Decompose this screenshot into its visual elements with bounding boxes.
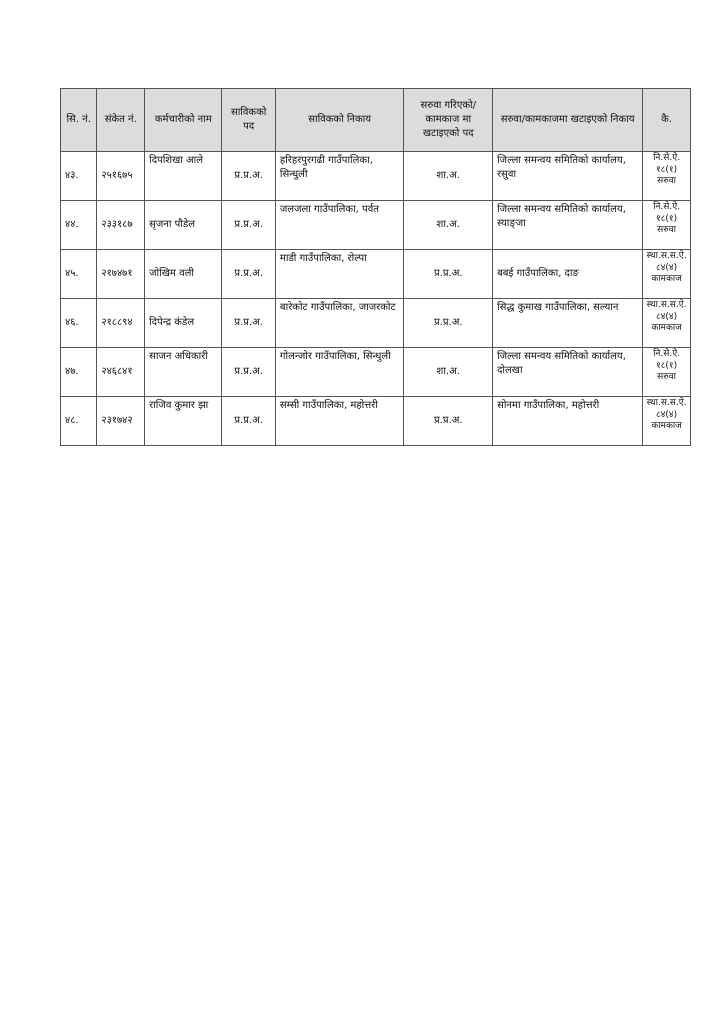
cell-code: २४६८४१: [97, 348, 145, 397]
remarks-type: कामकाज: [651, 421, 682, 432]
cell-office: गोलन्जोर गाउँपालिका, सिन्धुली: [275, 348, 404, 397]
table-row: [61, 299, 691, 348]
remarks-type: कामकाज: [651, 323, 682, 334]
cell-post: प्र.प्र.अ.: [222, 299, 275, 348]
remarks-act: नि.से.ऐ.: [653, 202, 681, 212]
header-office: साविकको निकाय: [275, 89, 404, 152]
cell-remarks: [643, 299, 691, 348]
table-header: [61, 89, 691, 152]
cell-code: २५१६७५: [97, 152, 145, 201]
remarks-section: १८(१): [656, 164, 678, 175]
cell-new-office: सिद्ध कुमाख गाउँपालिका, सल्यान: [493, 299, 643, 348]
cell-remarks: [643, 250, 691, 299]
cell-new-post: शा.अ.: [404, 348, 493, 397]
remarks-section: ८४(४): [656, 262, 678, 273]
cell-sn: ४६.: [61, 299, 97, 348]
header-code: संकेत नं.: [97, 89, 145, 152]
remarks-section: ८४(४): [656, 311, 678, 322]
table-row: [61, 348, 691, 397]
cell-remarks: [643, 348, 691, 397]
header-remarks: कै.: [643, 89, 691, 152]
cell-post: प्र.प्र.अ.: [222, 250, 275, 299]
table-row: [61, 152, 691, 201]
cell-sn: ४३.: [61, 152, 97, 201]
cell-remarks: [643, 152, 691, 201]
cell-post: प्र.प्र.अ.: [222, 152, 275, 201]
cell-new-post: शा.अ.: [404, 201, 493, 250]
header-row: [61, 89, 691, 152]
remarks-section: ८४(४): [656, 409, 678, 420]
cell-office: सम्सी गाउँपालिका, महोत्तरी: [275, 397, 404, 446]
remarks-type: कामकाज: [651, 274, 682, 285]
cell-name: साजन अधिकारी: [145, 348, 222, 397]
table-row: [61, 201, 691, 250]
table-row: [61, 397, 691, 446]
cell-new-post: प्र.प्र.अ.: [404, 250, 493, 299]
cell-sn: ४८.: [61, 397, 97, 446]
cell-code: २१७४७१: [97, 250, 145, 299]
remarks-section: १८(१): [656, 360, 678, 371]
cell-office: हरिहरपुरगढी गाउँपालिका, सिन्धुली: [275, 152, 404, 201]
header-post: साविकको पद: [222, 89, 275, 152]
cell-code: २१८८९४: [97, 299, 145, 348]
header-name: कर्मचारीको नाम: [145, 89, 222, 152]
transfer-table: [60, 88, 691, 446]
cell-new-post: प्र.प्र.अ.: [404, 299, 493, 348]
cell-sn: ४५.: [61, 250, 97, 299]
cell-code: २३३१८७: [97, 201, 145, 250]
cell-new-post: प्र.प्र.अ.: [404, 397, 493, 446]
cell-sn: ४४.: [61, 201, 97, 250]
table-body: [61, 152, 691, 446]
remarks-type: सरुवा: [657, 225, 676, 236]
remarks-act: नि.से.ऐ.: [653, 153, 681, 163]
cell-post: प्र.प्र.अ.: [222, 201, 275, 250]
remarks-act: स्था.स.स.ऐ.: [646, 300, 687, 310]
cell-post: प्र.प्र.अ.: [222, 348, 275, 397]
remarks-act: स्था.स.स.ऐ.: [646, 251, 687, 261]
cell-office: माडी गाउँपालिका, रोल्पा: [275, 250, 404, 299]
cell-name: दिपेन्द्र कंडेल: [145, 299, 222, 348]
cell-sn: ४७.: [61, 348, 97, 397]
table-row: [61, 250, 691, 299]
cell-new-office: बबई गाउँपालिका, दाङ: [493, 250, 643, 299]
remarks-type: सरुवा: [657, 176, 676, 187]
cell-post: प्र.प्र.अ.: [222, 397, 275, 446]
cell-remarks: [643, 397, 691, 446]
cell-name: राजिव कुमार झा: [145, 397, 222, 446]
cell-new-office: जिल्ला समन्वय समितिको कार्यालय, रसुवा: [493, 152, 643, 201]
remarks-type: सरुवा: [657, 372, 676, 383]
cell-new-post: शा.अ.: [404, 152, 493, 201]
header-new-office: सरुवा/कामकाजमा खटाइएको निकाय: [493, 89, 643, 152]
remarks-act: स्था.स.स.ऐ.: [646, 398, 687, 408]
cell-code: २३१७४२: [97, 397, 145, 446]
cell-name: जोखिम वली: [145, 250, 222, 299]
remarks-section: १८(१): [656, 213, 678, 224]
cell-office: बारेकोट गाउँपालिका, जाजरकोट: [275, 299, 404, 348]
cell-name: सृजना पौडेल: [145, 201, 222, 250]
cell-remarks: [643, 201, 691, 250]
cell-new-office: सोनमा गाउँपालिका, महोत्तरी: [493, 397, 643, 446]
remarks-act: नि.से.ऐ.: [653, 349, 681, 359]
header-new-post: सरुवा गरिएको/कामकाज मा खटाइएको पद: [404, 89, 493, 152]
cell-name: दिपशिखा आले: [145, 152, 222, 201]
cell-new-office: जिल्ला समन्वय समितिको कार्यालय, दोलखा: [493, 348, 643, 397]
cell-office: जलजला गाउँपालिका, पर्वत: [275, 201, 404, 250]
header-sn: सि. नं.: [61, 89, 97, 152]
cell-new-office: जिल्ला समन्वय समितिको कार्यालय, स्याङ्जा: [493, 201, 643, 250]
